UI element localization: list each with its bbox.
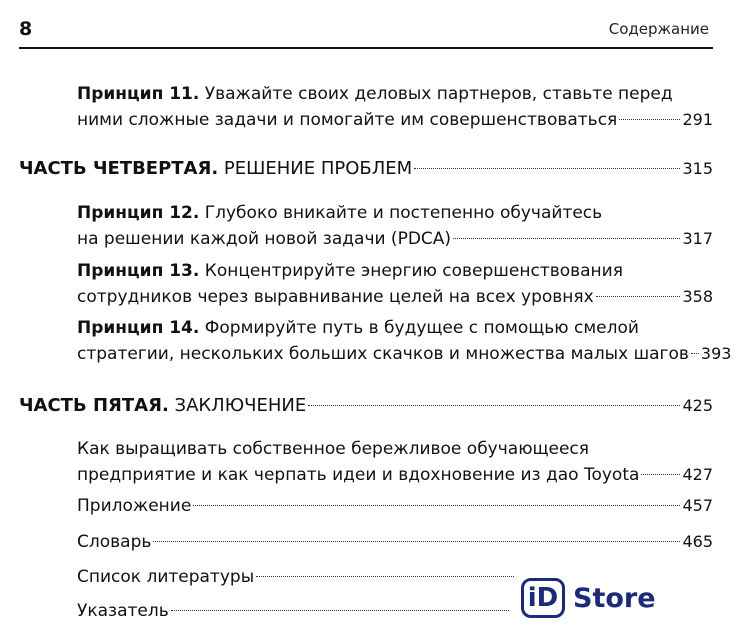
entry-title: Словарь xyxy=(77,532,152,552)
entry-page: 427 xyxy=(682,465,713,484)
entry-label: Принцип 12. xyxy=(77,203,200,223)
entry-line2: ними сложные задачи и помогайте им совершенствоваться xyxy=(77,110,618,130)
toc-entry-principle-13[interactable] xyxy=(77,258,713,310)
dot-leader xyxy=(453,238,680,239)
toc-entry-part-five[interactable] xyxy=(19,393,713,419)
part-label: ЧАСТЬ ЧЕТВЕРТАЯ. xyxy=(19,158,219,179)
part-title: ЗАКЛЮЧЕНИЕ xyxy=(174,395,307,416)
entry-page: 465 xyxy=(682,532,713,551)
toc-entry-part-four[interactable] xyxy=(19,156,713,182)
watermark-text: Store xyxy=(573,582,656,614)
entry-line2: предприятие и как черпать идеи и вдохновение из дао Toyota xyxy=(77,465,640,485)
entry-label: Принцип 11. xyxy=(77,84,200,104)
dot-leader xyxy=(171,610,509,611)
dot-leader xyxy=(193,505,680,506)
dot-leader xyxy=(414,168,680,169)
entry-page: 315 xyxy=(682,159,713,178)
running-head: Содержание xyxy=(608,20,709,38)
dot-leader xyxy=(596,296,681,297)
entry-line1: Формируйте путь в будущее с помощью смелой xyxy=(204,318,639,338)
entry-line2: сотрудников через выравнивание целей на всех уровнях xyxy=(77,287,594,307)
entry-page: 291 xyxy=(682,110,713,129)
watermark-badge: i D xyxy=(521,578,565,618)
entry-page: 425 xyxy=(682,396,713,415)
entry-label: Принцип 13. xyxy=(77,261,200,281)
entry-label: Принцип 14. xyxy=(77,318,200,338)
dot-leader xyxy=(308,405,680,406)
part-label: ЧАСТЬ ПЯТАЯ. xyxy=(19,395,169,416)
page-number: 8 xyxy=(19,18,33,40)
toc-entry-glossary[interactable] xyxy=(77,529,713,555)
entry-line1: Уважайте своих деловых партнеров, ставьте перед xyxy=(204,84,673,104)
dot-leader xyxy=(641,474,680,475)
toc-entry-principle-12[interactable] xyxy=(77,200,713,252)
entry-page: 358 xyxy=(682,287,713,306)
header-rule xyxy=(19,47,713,49)
entry-title: Список литературы xyxy=(77,567,255,587)
dot-leader xyxy=(153,541,680,542)
toc-entry-appendix[interactable] xyxy=(77,493,713,519)
entry-line1: Глубоко вникайте и постепенно обучайтесь xyxy=(204,203,603,223)
toc-entry-principle-11[interactable] xyxy=(77,81,713,133)
dot-leader xyxy=(256,576,514,577)
entry-page: 393 xyxy=(700,344,732,363)
entry-line2: стратегии, нескольких больших скачков и множества малых шагов xyxy=(77,344,689,364)
entry-line1: Концентрируйте энергию совершенствования xyxy=(204,261,623,281)
entry-line2: на решении каждой новой задачи (PDCA) xyxy=(77,229,452,249)
entry-page: 457 xyxy=(682,496,713,515)
entry-title: Приложение xyxy=(77,496,192,516)
entry-line1: Как выращивать собственное бережливое обучающееся xyxy=(77,439,590,459)
dot-leader xyxy=(691,353,699,354)
entry-title: Указатель xyxy=(77,601,169,621)
toc-entry-conclusion-chapter[interactable] xyxy=(77,436,713,488)
toc-entry-principle-14[interactable] xyxy=(77,315,732,367)
part-title: РЕШЕНИЕ ПРОБЛЕМ xyxy=(223,158,413,179)
watermark-logo xyxy=(521,578,656,618)
dot-leader xyxy=(619,119,680,120)
entry-page: 317 xyxy=(682,229,713,248)
